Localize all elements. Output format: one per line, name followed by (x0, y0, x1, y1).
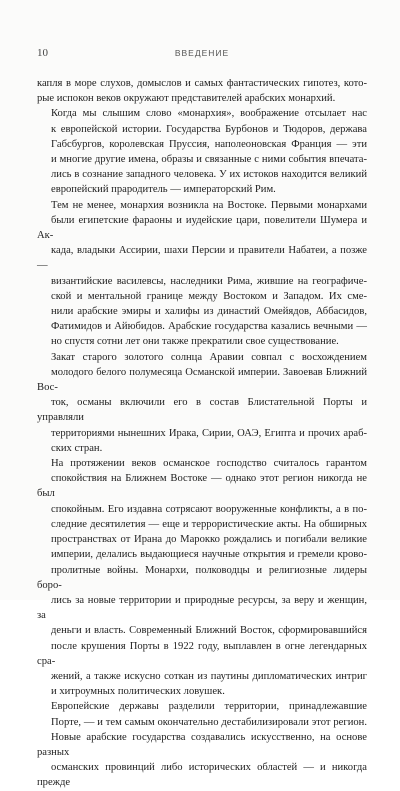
text-line: Габсбургов, королевская Пруссия, наполеоновская Франция — эти (51, 138, 367, 150)
text-line: османских провинций либо исторических областей — и никогда прежде (37, 762, 367, 789)
text-line: и многие другие имена, образы и связанные с ними события впечата- (51, 154, 367, 166)
paragraph (37, 198, 367, 350)
text-line: када, владыки Ассирии, шахи Персии и правители Набатеи, а позже — (37, 245, 367, 272)
text-line: были египетские фараоны и иудейские цари, повелители Шумера и Ак- (37, 214, 367, 242)
paragraph (37, 106, 367, 197)
text-line: к европейской истории. Государства Бурбонов и Тюдоров, держава (51, 123, 367, 135)
text-line: но спустя сотни лет они также прекратили свое существование. (51, 336, 339, 348)
text-line: следние десятилетия — еще и террористические акты. На обширных (51, 518, 367, 530)
body-text (37, 76, 367, 791)
text-line: Порте, — и тем самым окончательно дестабилизировали этот регион. (51, 716, 367, 728)
text-line: спокойствия на Ближнем Востоке — однако этот регион никогда не был (37, 473, 367, 500)
running-head: ВВЕДЕНИЕ (174, 48, 230, 58)
text-line: Фатимидов и Айюбидов. Арабские государства казались вечными — (51, 321, 367, 333)
text-line: империи, делались выдающиеся научные открытия и гремели крово- (51, 549, 367, 561)
paragraph (37, 76, 367, 106)
text-line: нили арабские эмиры и халифы из династий Омейядов, Аббасидов, (51, 306, 367, 318)
text-line: лись в сознание западного человека. У их истоков находится великий (51, 169, 367, 181)
text-line: европейский прародитель — императорский Рим. (51, 184, 276, 196)
text-line: капля в море слухов, домыслов и самых фантастических гипотез, кото- (37, 78, 367, 89)
text-line: после крушения Порты в 1922 году, выплавлен в огне легендарных сра- (37, 640, 367, 667)
text-line: рые испокон веков окружают представителей арабских монархий. (37, 93, 336, 105)
text-line: Когда мы слышим слово «монархия», воображение отсылает нас (51, 108, 367, 120)
page-header (37, 47, 367, 61)
text-line: молодого белого полумесяца Османской империи. Завоевав Ближний Вос- (37, 366, 367, 394)
text-line: На протяжении веков османское господство считалось гарантом (51, 458, 367, 470)
text-line: и хитроумных политических ловушек. (51, 686, 225, 698)
text-line: Тем не менее, монархия возникла на Востоке. Первыми монархами (51, 199, 367, 211)
text-line: деньги и власть. Современный Ближний Восток, сформировавшийся (51, 625, 367, 637)
page-number: 10 (37, 47, 48, 59)
paragraph (37, 350, 367, 456)
text-line: лись за новые территории и природные ресурсы, за веру и женщин, за (37, 594, 367, 622)
text-line: ской и ментальной границе между Востоком и Западом. Их сме- (51, 290, 367, 302)
paragraph (37, 699, 367, 790)
text-line: пространствах от Ирана до Марокко рождались и погибали великие (51, 534, 367, 546)
text-line: спокойным. Его издавна сотрясают вооруженные конфликты, а в по- (51, 503, 367, 515)
text-line: ских стран. (51, 442, 103, 454)
text-line: Закат старого золотого солнца Аравии совпал с восхождением (51, 351, 367, 363)
paragraph (37, 456, 367, 699)
text-line: ток, османы включили его в состав Блистательной Порты и управляли (37, 397, 367, 424)
text-line: Новые арабские государства создавались искусственно, на основе разных (37, 731, 367, 758)
text-line: византийские василевсы, наследники Рима, жившие на географиче- (51, 275, 367, 287)
text-line: пролитные войны. Монархи, полководцы и религиозные лидеры боро- (37, 564, 367, 591)
text-line: территориями нынешних Ирака, Сирии, ОАЭ, Египта и прочих араб- (51, 427, 367, 439)
text-line: Европейские державы разделили территории, принадлежавшие (51, 701, 367, 713)
text-line: жений, а также искусно соткан из паутины дипломатических интриг (51, 670, 367, 682)
